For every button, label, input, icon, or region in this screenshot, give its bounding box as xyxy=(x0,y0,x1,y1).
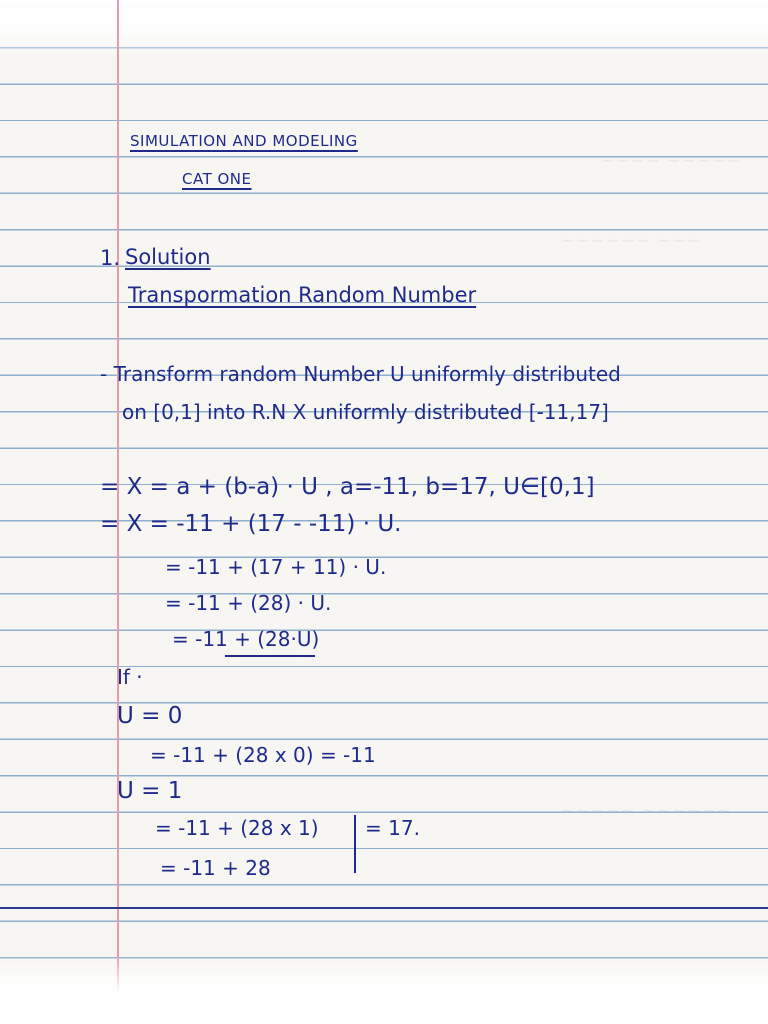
bleed-through: ~~~~~~ ~~~ xyxy=(560,230,702,251)
title-line2: CAT ONE xyxy=(182,170,252,188)
page-top-fade xyxy=(0,0,768,60)
subtitle: Transpormation Random Number xyxy=(128,283,477,307)
title-line1: SIMULATION AND MODELING xyxy=(130,132,358,150)
case1-result: = 17. xyxy=(365,816,420,840)
equation-final: = -11 + (28·U) xyxy=(172,627,320,651)
bottom-rule xyxy=(0,907,768,909)
bleed-through: ~~~~ ~~~~~ xyxy=(600,150,742,171)
equation-step1: = -11 + (17 + 11) · U. xyxy=(165,555,387,579)
case1-step2: = -11 + 28 xyxy=(160,856,271,880)
question-number: 1. xyxy=(100,246,121,270)
if-label: If · xyxy=(117,665,143,689)
equation-step2: = -11 + (28) · U. xyxy=(165,591,332,615)
statement-line1: - Transform random Number U uniformly distributed xyxy=(100,362,621,386)
case0-label: U = 0 xyxy=(117,703,183,729)
case0-result: = -11 + (28 x 0) = -11 xyxy=(150,743,376,767)
page-bottom-fade xyxy=(0,955,768,1024)
statement-line2: on [0,1] into R.N X uniformly distributed [-11,17] xyxy=(122,400,609,424)
result-divider xyxy=(354,815,356,873)
bleed-through: ~~~~~ ~~~~~~ xyxy=(560,800,732,821)
solution-label: Solution xyxy=(125,245,211,269)
case1-step1: = -11 + (28 x 1) xyxy=(155,816,319,840)
case1-label: U = 1 xyxy=(117,778,183,804)
final-underline xyxy=(225,655,315,657)
equation-substituted: = X = -11 + (17 - -11) · U. xyxy=(100,511,402,537)
equation-general: = X = a + (b-a) · U , a=-11, b=17, U∈[0,1] xyxy=(100,474,595,500)
